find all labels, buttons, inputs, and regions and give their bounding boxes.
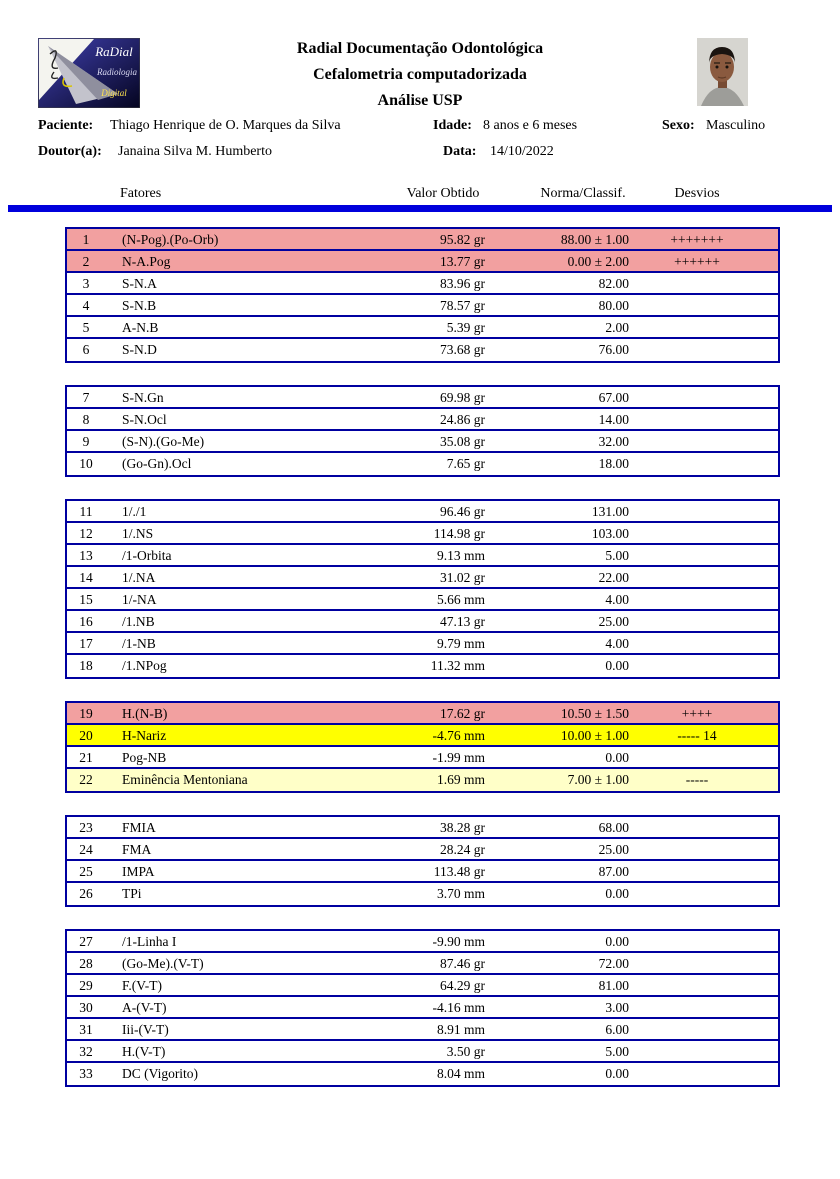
factor-name: N-A.Pog [122,254,171,269]
table-row [67,251,778,273]
factor-name: DC (Vigorito) [122,1066,199,1081]
doutor-value: Janaina Silva M. Humberto [118,144,272,159]
valor-obtido-cell: 3.70 mm [436,886,485,901]
valor-obtido-cell: 78.57 gr [440,298,485,313]
table-row [67,861,778,883]
table-row [67,295,778,317]
table-row [67,747,778,769]
factor-name: FMA [122,842,152,857]
norma-cell: 82.00 [598,276,629,291]
table-row [67,817,778,839]
factor-name: S-N.A [122,276,157,291]
valor-obtido-cell: 28.24 gr [440,842,485,857]
table-row [67,431,778,453]
table-row [67,839,778,861]
norma-cell: 0.00 [605,886,629,901]
valor-obtido-cell: 8.91 mm [436,1022,485,1037]
valor-obtido-cell: -1.99 mm [432,750,485,765]
row-number: 16 [79,614,93,629]
factor-name: A-(V-T) [122,1000,167,1015]
row-number: 2 [82,254,90,269]
factor-name: 1/.NS [122,526,154,541]
logo-sub1-text: Radiologia [97,67,137,77]
table-row [67,703,778,725]
column-header-fatores: Fatores [120,186,162,201]
factor-name: TPi [122,886,142,901]
norma-cell: 0.00 ± 2.00 [567,254,629,269]
factor-group [65,929,780,1087]
desvios-cell: ++++++ [674,254,720,269]
valor-obtido-cell: 38.28 gr [440,820,485,835]
row-number: 20 [79,728,93,743]
table-row [67,611,778,633]
factor-name: H-Nariz [122,728,167,743]
valor-obtido-cell: 24.86 gr [440,412,485,427]
row-number: 8 [82,412,90,427]
logo-brand-text: RaDial [95,44,133,59]
valor-obtido-cell: 17.62 gr [440,706,485,721]
sexo-label: Sexo: [662,118,695,133]
factor-name: A-N.B [122,320,159,335]
header-divider-bar [8,205,832,212]
factor-group [65,701,780,793]
report-subtitle-analysis: Análise USP [377,92,463,109]
factor-name: /1-Orbita [122,548,172,563]
report-title: Radial Documentação Odontológica [296,40,544,57]
valor-obtido-cell: 9.79 mm [436,636,485,651]
row-number: 1 [82,232,90,247]
factor-name: /1-NB [122,636,156,651]
norma-cell: 25.00 [598,614,629,629]
valor-obtido-cell: 31.02 gr [440,570,485,585]
row-number: 12 [79,526,93,541]
idade-label: Idade: [433,118,472,133]
row-number: 31 [79,1022,93,1037]
valor-obtido-cell: 5.66 mm [436,592,485,607]
row-number: 7 [82,390,90,405]
report-subtitle-exam: Cefalometria computadorizada [313,66,527,83]
valor-obtido-cell: 83.96 gr [440,276,485,291]
table-row [67,589,778,611]
norma-cell: 81.00 [598,978,629,993]
valor-obtido-cell: 35.08 gr [440,434,485,449]
sexo-value: Masculino [706,118,766,133]
table-row [67,975,778,997]
norma-cell: 18.00 [598,456,629,471]
factor-name: S-N.Ocl [122,412,167,427]
paciente-value: Thiago Henrique de O. Marques da Silva [110,118,341,133]
factor-name: /1-Linha I [122,934,177,949]
row-number: 14 [79,570,93,585]
factor-name: S-N.Gn [122,390,164,405]
row-number: 19 [79,706,93,721]
valor-obtido-cell: 87.46 gr [440,956,485,971]
column-header-valor-obtido: Valor Obtido [406,186,480,201]
table-row [67,1063,778,1085]
column-header-norma-classif: Norma/Classif. [540,186,626,201]
norma-cell: 10.00 ± 1.00 [560,728,629,743]
norma-cell: 131.00 [591,504,629,519]
factor-group [65,815,780,907]
valor-obtido-cell: 114.98 gr [433,526,485,541]
desvios-cell: +++++++ [670,232,724,247]
factor-name: (Go-Me).(V-T) [122,956,204,971]
table-row [67,387,778,409]
table-row [67,545,778,567]
row-number: 23 [79,820,93,835]
valor-obtido-cell: 95.82 gr [440,232,485,247]
norma-cell: 3.00 [605,1000,629,1015]
data-label: Data: [443,144,477,159]
row-number: 22 [79,772,93,787]
patient-photo [697,38,748,106]
table-row [67,1041,778,1063]
row-number: 32 [79,1044,93,1059]
valor-obtido-cell: 47.13 gr [440,614,485,629]
norma-cell: 5.00 [605,548,629,563]
norma-cell: 32.00 [598,434,629,449]
table-row [67,523,778,545]
norma-cell: 0.00 [605,658,629,673]
factor-name: (S-N).(Go-Me) [122,434,205,449]
factor-group [65,385,780,477]
table-row [67,339,778,361]
norma-cell: 0.00 [605,750,629,765]
factor-group [65,227,780,363]
factor-name: S-N.B [122,298,157,313]
valor-obtido-cell: 9.13 mm [436,548,485,563]
valor-obtido-cell: 5.39 gr [446,320,485,335]
norma-cell: 103.00 [591,526,629,541]
logo-sub2-text: Digital [101,88,127,98]
table-row [67,931,778,953]
row-number: 3 [82,276,90,291]
valor-obtido-cell: 7.65 gr [446,456,485,471]
valor-obtido-cell: 11.32 mm [430,658,485,673]
valor-obtido-cell: 96.46 gr [440,504,485,519]
desvios-cell: ----- 14 [677,728,717,743]
factor-group [65,499,780,679]
factor-name: H.(N-B) [122,706,168,721]
row-number: 26 [79,886,93,901]
norma-cell: 25.00 [598,842,629,857]
factor-name: (Go-Gn).Ocl [122,456,192,471]
norma-cell: 5.00 [605,1044,629,1059]
table-row [67,769,778,791]
factor-name: 1/./1 [122,504,147,519]
valor-obtido-cell: 8.04 mm [436,1066,485,1081]
norma-cell: 80.00 [598,298,629,313]
row-number: 9 [82,434,90,449]
factor-name: H.(V-T) [122,1044,166,1059]
table-row [67,501,778,523]
norma-cell: 87.00 [598,864,629,879]
table-row [67,273,778,295]
factor-name: Eminência Mentoniana [122,772,248,787]
valor-obtido-cell: 1.69 mm [436,772,485,787]
norma-cell: 72.00 [598,956,629,971]
row-number: 17 [79,636,93,651]
norma-cell: 22.00 [598,570,629,585]
factor-name: FMIA [122,820,156,835]
table-row [67,567,778,589]
row-number: 21 [79,750,93,765]
row-number: 15 [79,592,93,607]
idade-value: 8 anos e 6 meses [483,118,578,133]
factor-name: Iii-(V-T) [122,1022,169,1037]
table-row [67,1019,778,1041]
desvios-cell: ++++ [681,706,713,721]
table-row [67,953,778,975]
valor-obtido-cell: 73.68 gr [440,342,485,357]
row-number: 28 [79,956,93,971]
norma-cell: 0.00 [605,934,629,949]
row-number: 13 [79,548,93,563]
paciente-label: Paciente: [38,118,94,133]
table-row [67,883,778,905]
table-row [67,317,778,339]
desvios-cell: ----- [685,772,709,787]
norma-cell: 6.00 [605,1022,629,1037]
norma-cell: 7.00 ± 1.00 [567,772,629,787]
row-number: 6 [82,342,90,357]
row-number: 10 [79,456,93,471]
factor-name: F.(V-T) [122,978,163,993]
factor-name: /1.NB [122,614,155,629]
norma-cell: 88.00 ± 1.00 [560,232,629,247]
table-row [67,725,778,747]
norma-cell: 14.00 [598,412,629,427]
row-number: 27 [79,934,93,949]
row-number: 33 [79,1066,93,1081]
table-row [67,453,778,475]
table-row [67,997,778,1019]
row-number: 25 [79,864,93,879]
doutor-label: Doutor(a): [38,144,102,159]
factor-name: S-N.D [122,342,157,357]
norma-cell: 68.00 [598,820,629,835]
norma-cell: 10.50 ± 1.50 [560,706,629,721]
table-row [67,633,778,655]
norma-cell: 4.00 [605,636,629,651]
valor-obtido-cell: 113.48 gr [433,864,485,879]
row-number: 5 [82,320,90,335]
row-number: 29 [79,978,93,993]
factor-name: /1.NPog [122,658,167,673]
row-number: 24 [79,842,93,857]
factor-name: 1/.NA [122,570,156,585]
factor-name: Pog-NB [122,750,167,765]
valor-obtido-cell: 69.98 gr [440,390,485,405]
factor-name: (N-Pog).(Po-Orb) [122,232,219,247]
valor-obtido-cell: -9.90 mm [432,934,485,949]
norma-cell: 76.00 [598,342,629,357]
row-number: 18 [79,658,93,673]
valor-obtido-cell: 13.77 gr [440,254,485,269]
row-number: 4 [82,298,90,313]
table-row [67,229,778,251]
norma-cell: 2.00 [605,320,629,335]
valor-obtido-cell: 3.50 gr [446,1044,485,1059]
valor-obtido-cell: 64.29 gr [440,978,485,993]
valor-obtido-cell: -4.76 mm [432,728,485,743]
valor-obtido-cell: -4.16 mm [432,1000,485,1015]
table-row [67,655,778,677]
norma-cell: 0.00 [605,1066,629,1081]
row-number: 30 [79,1000,93,1015]
data-value: 14/10/2022 [490,144,554,159]
norma-cell: 4.00 [605,592,629,607]
table-row [67,409,778,431]
norma-cell: 67.00 [598,390,629,405]
column-header-desvios: Desvios [674,186,720,201]
factor-name: 1/-NA [122,592,157,607]
row-number: 11 [79,504,93,519]
analysis-table [65,227,780,1109]
factor-name: IMPA [122,864,155,879]
